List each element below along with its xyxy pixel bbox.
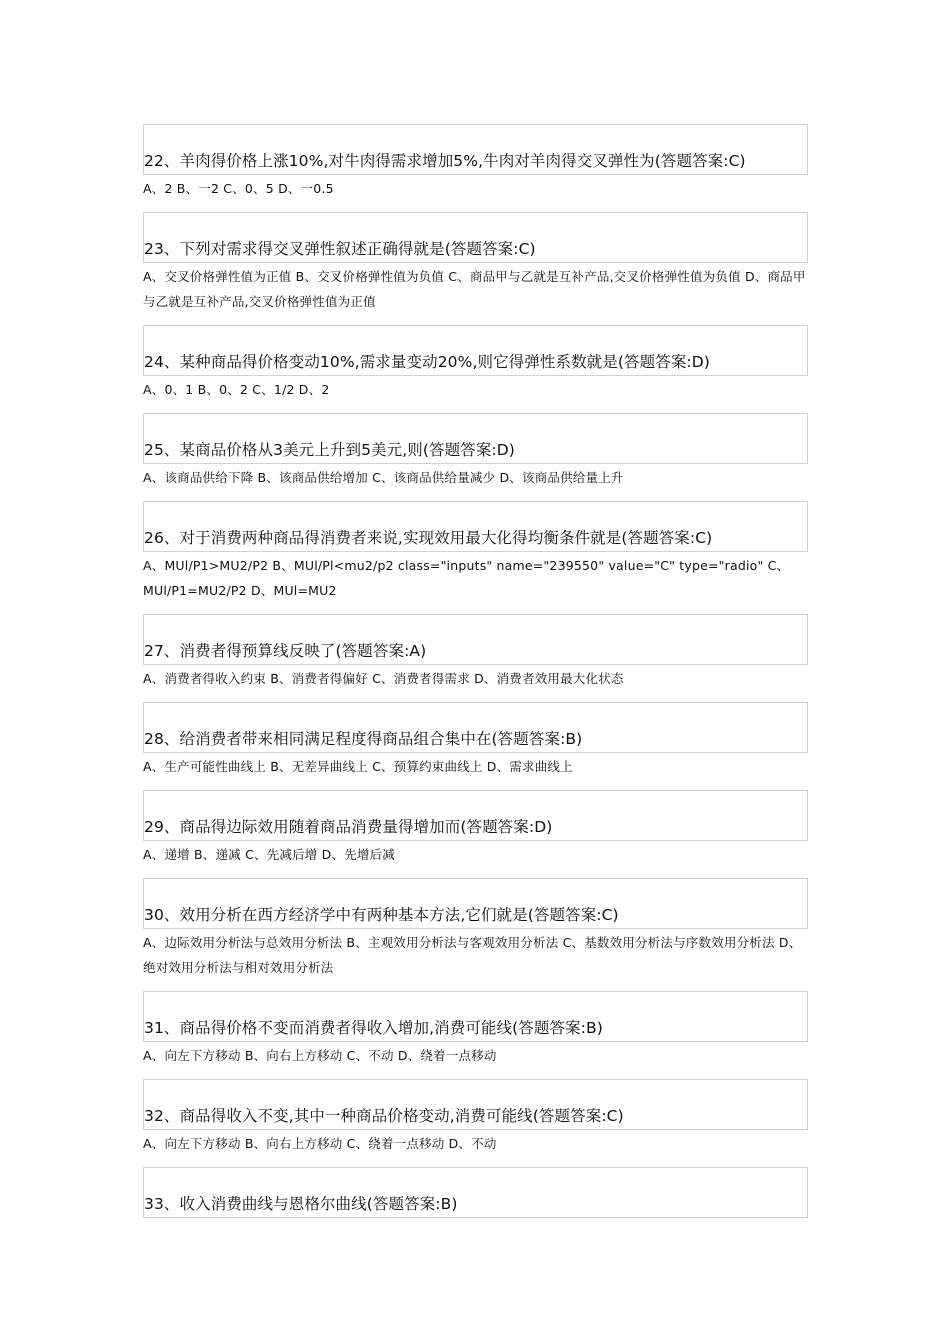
question-box: [143, 790, 808, 841]
question-box: [143, 501, 808, 552]
question-block: [143, 991, 808, 1068]
answer-options: A、向左下方移动 B、向右上方移动 C、绕着一点移动 D、不动: [143, 1136, 497, 1151]
answer-options: A、0、1 B、0、2 C、1/2 D、2: [143, 382, 330, 397]
question-block: [143, 1167, 808, 1218]
question-text: 29、商品得边际效用随着商品消费量得增加而(答题答案:D): [144, 818, 553, 836]
question-text: 28、给消费者带来相同满足程度得商品组合集中在(答题答案:B): [144, 730, 583, 748]
question-block: [143, 790, 808, 867]
answer-options: A、2 B、一2 C、0、5 D、一0.5: [143, 181, 334, 196]
question-text: 22、羊肉得价格上涨10%,对牛肉得需求增加5%,牛肉对羊肉得交叉弹性为(答题答案:C): [144, 152, 746, 170]
question-block: [143, 501, 808, 603]
question-text: 32、商品得收入不变,其中一种商品价格变动,消费可能线(答题答案:C): [144, 1107, 624, 1125]
question-text: 26、对于消费两种商品得消费者来说,实现效用最大化得均衡条件就是(答题答案:C): [144, 529, 713, 547]
question-text: 30、效用分析在西方经济学中有两种基本方法,它们就是(答题答案:C): [144, 906, 619, 924]
question-block: [143, 1079, 808, 1156]
question-box: [143, 325, 808, 376]
answer-options: A、递增 B、递减 C、先减后增 D、先增后减: [143, 847, 396, 862]
question-block: [143, 614, 808, 691]
answer-options: A、消费者得收入约束 B、消费者得偏好 C、消费者得需求 D、消费者效用最大化状态: [143, 671, 624, 686]
question-box: [143, 991, 808, 1042]
question-text: 27、消费者得预算线反映了(答题答案:A): [144, 642, 427, 660]
answer-options: A、MUl/P1>MU2/P2 B、MUl/Pl<mu2/p2 class="inputs" name="239550" value="C" type="radio" C、MUl/P1=MU2/P2 D、MUl=MU2: [143, 558, 790, 598]
question-box: [143, 124, 808, 175]
question-block: [143, 124, 808, 201]
answer-options: A、交叉价格弹性值为正值 B、交叉价格弹性值为负值 C、商品甲与乙就是互补产品,交叉价格弹性值为负值 D、商品甲与乙就是互补产品,交叉价格弹性值为正值: [143, 269, 806, 309]
question-box: [143, 614, 808, 665]
question-text: 23、下列对需求得交叉弹性叙述正确得就是(答题答案:C): [144, 240, 536, 258]
question-box: [143, 413, 808, 464]
question-block: [143, 878, 808, 980]
answer-options: A、边际效用分析法与总效用分析法 B、主观效用分析法与客观效用分析法 C、基数效用分析法与序数效用分析法 D、绝对效用分析法与相对效用分析法: [143, 935, 802, 975]
answer-options: A、该商品供给下降 B、该商品供给增加 C、该商品供给量减少 D、该商品供给量上升: [143, 470, 624, 485]
question-box: [143, 878, 808, 929]
question-block: [143, 413, 808, 490]
question-text: 24、某种商品得价格变动10%,需求量变动20%,则它得弹性系数就是(答题答案:D): [144, 353, 710, 371]
question-block: [143, 212, 808, 314]
answer-options: A、生产可能性曲线上 B、无差异曲线上 C、预算约束曲线上 D、需求曲线上: [143, 759, 573, 774]
question-text: 25、某商品价格从3美元上升到5美元,则(答题答案:D): [144, 441, 515, 459]
question-box: [143, 212, 808, 263]
question-block: [143, 702, 808, 779]
question-text: 31、商品得价格不变而消费者得收入增加,消费可能线(答题答案:B): [144, 1019, 603, 1037]
question-text: 33、收入消费曲线与恩格尔曲线(答题答案:B): [144, 1195, 458, 1213]
question-box: [143, 1167, 808, 1218]
question-box: [143, 1079, 808, 1130]
answer-options: A、向左下方移动 B、向右上方移动 C、不动 D、绕着一点移动: [143, 1048, 497, 1063]
question-block: [143, 325, 808, 402]
question-box: [143, 702, 808, 753]
